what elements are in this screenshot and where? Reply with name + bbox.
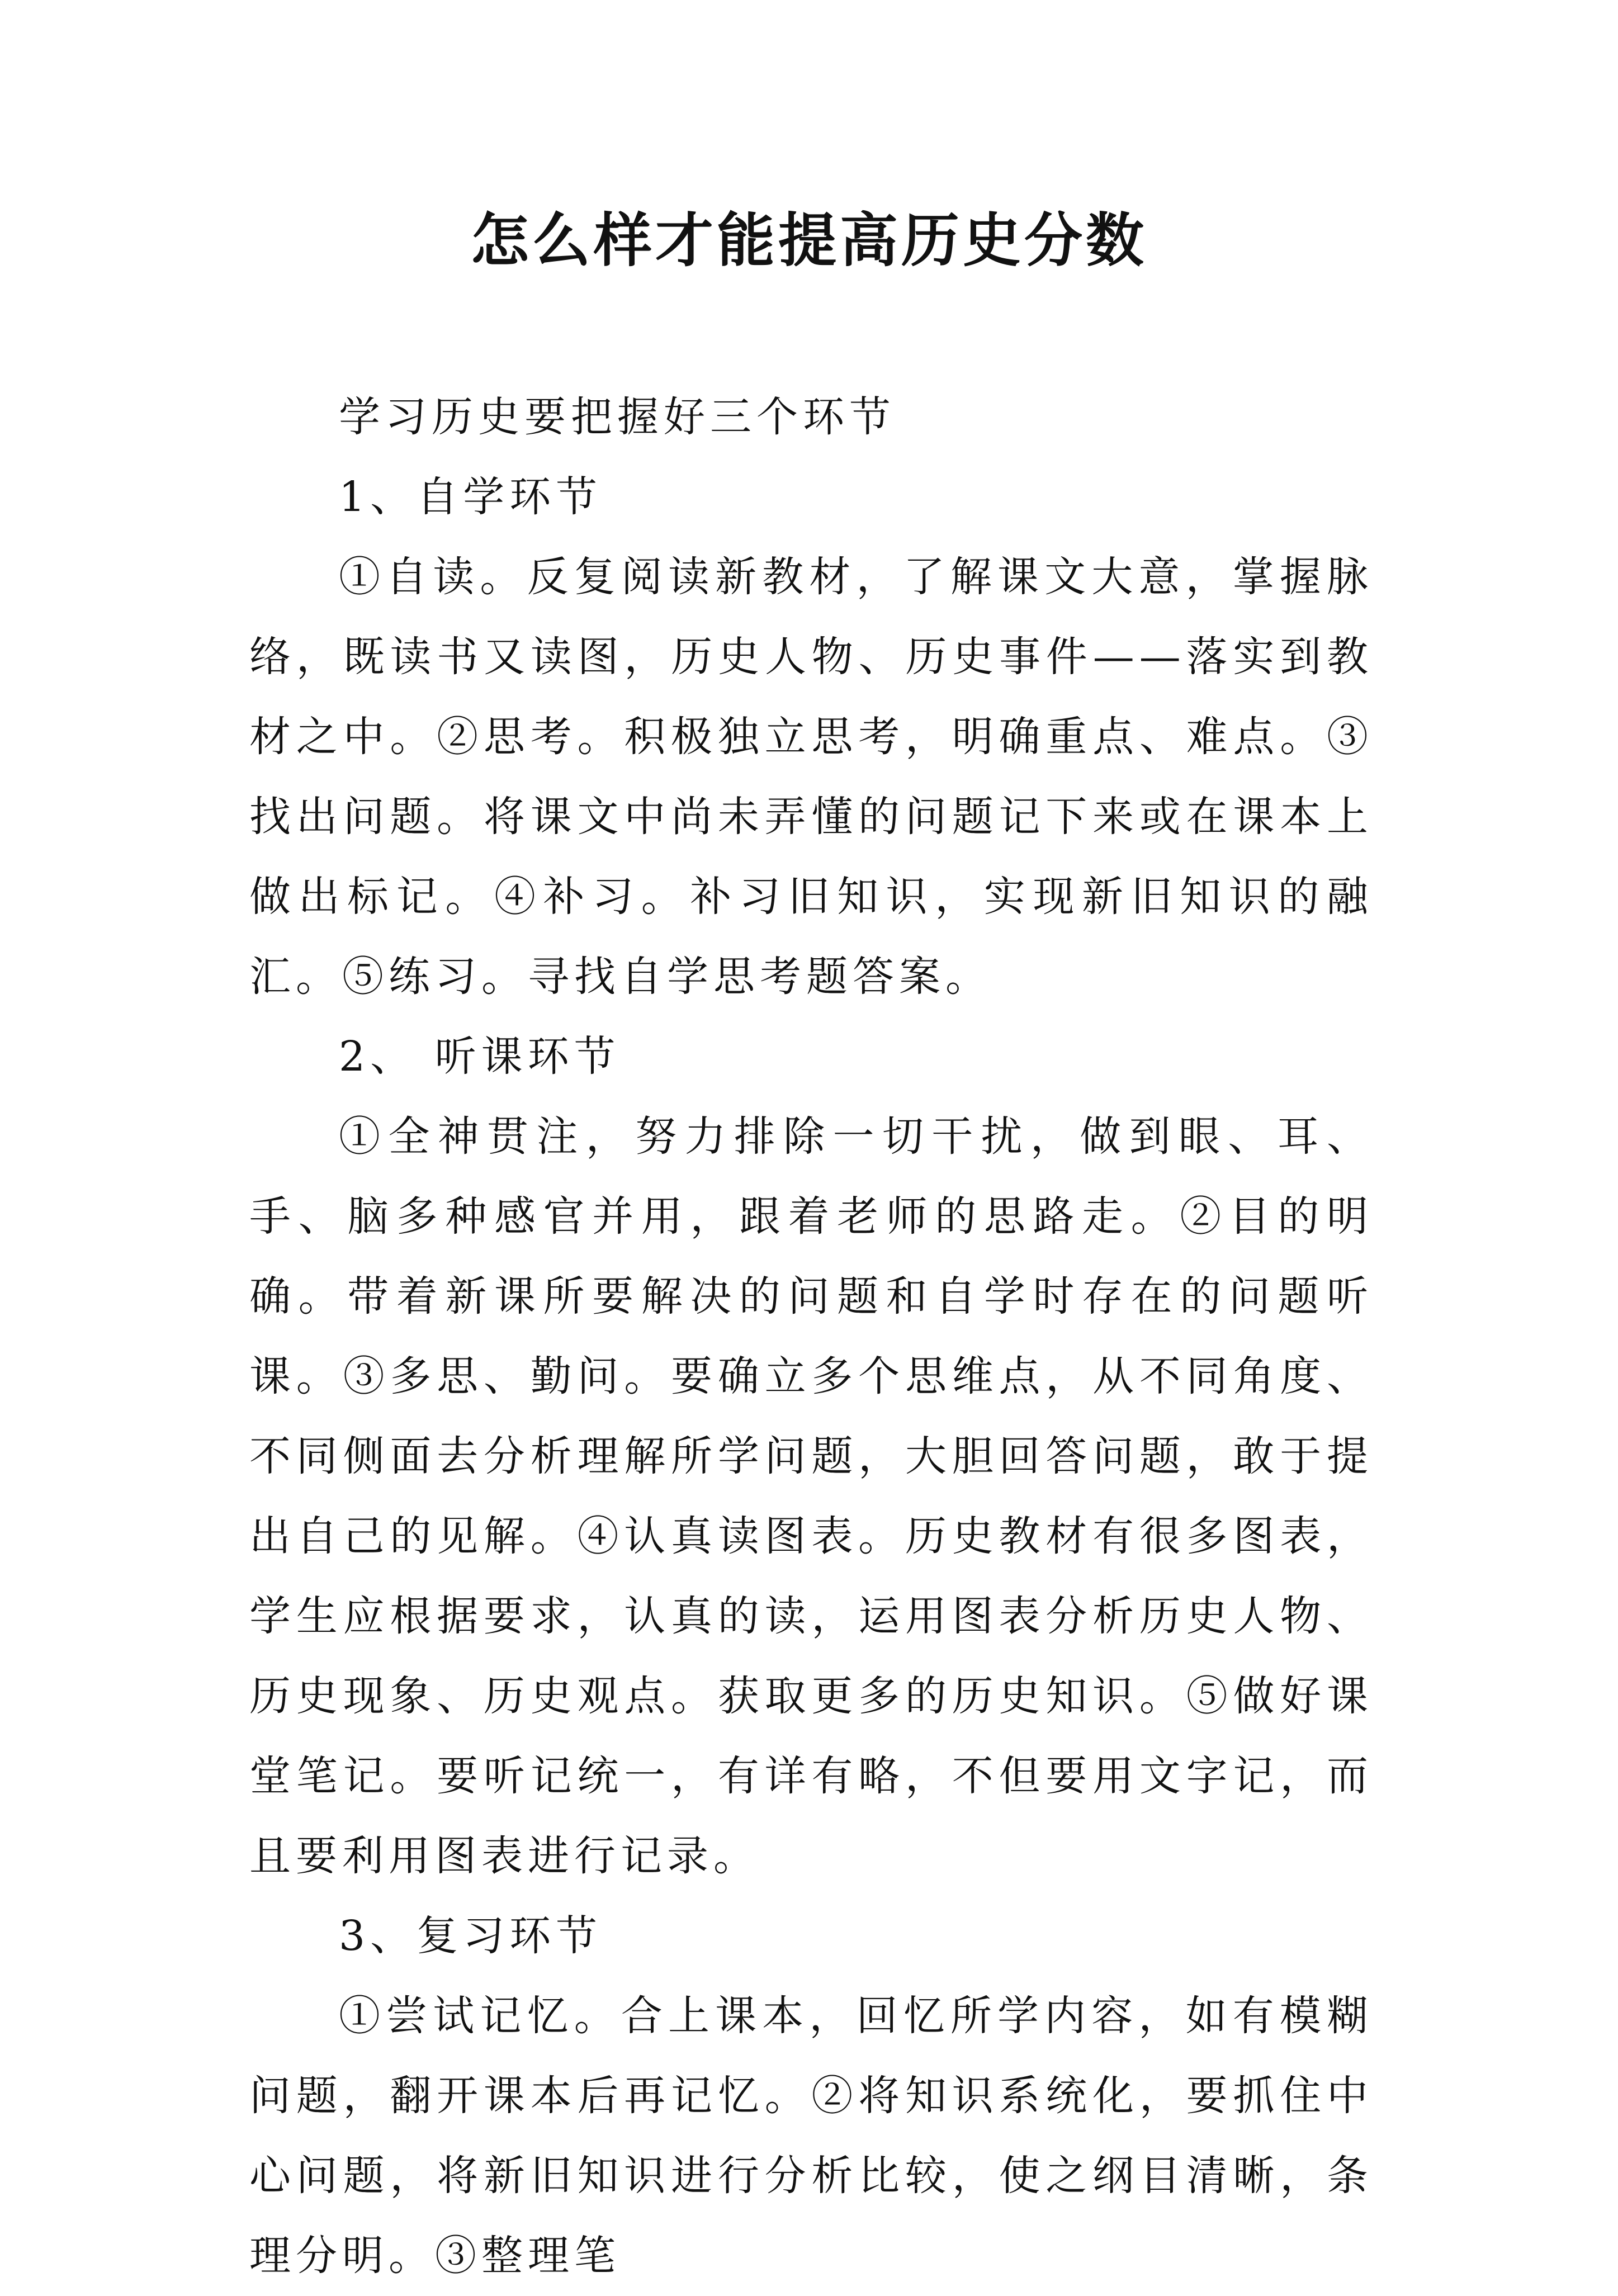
- section-heading-self-study: 1、自学环节: [339, 473, 603, 521]
- listening-paragraph: ①全神贯注，努力排除一切干扰，做到眼、耳、手、脑多种感官并用，跟着老师的思路走。②目的明确。带着新课所要解决的问题和自学时存在的问题听课。③多思、勤问。要确立多个思维点，从不同角度、不同侧面去分析理解所学问题，大胆回答问题，敢于提出自己的见解。④认真读图表。历史教材有很多图表，学生应根据要求，认真的读，运用图表分析历史人物、历史现象、历史观点。获取更多的历史知识。⑤做好课堂笔记。要听记统一，有详有略，不但要用文字记，而且要利用图表进行记录。: [249, 1113, 1373, 1880]
- document-body: [249, 377, 1373, 2296]
- section-heading-review: 3、复习环节: [339, 1912, 603, 1960]
- intro-paragraph: 学习历史要把握好三个环节: [339, 393, 896, 441]
- self-study-paragraph: ①自读。反复阅读新教材，了解课文大意，掌握脉络，既读书又读图，历史人物、历史事件——落实到教材之中。②思考。积极独立思考，明确重点、难点。③找出问题。将课文中尚未弄懂的问题记下来或在课本上做出标记。④补习。补习旧知识，实现新旧知识的融汇。⑤练习。寻找自学思考题答案。: [249, 553, 1373, 1001]
- review-paragraph: ①尝试记忆。合上课本，回忆所学内容，如有模糊问题，翻开课本后再记忆。②将知识系统化，要抓住中心问题，将新旧知识进行分析比较，使之纲目清晰，条理分明。③整理笔: [249, 1992, 1373, 2280]
- section-heading-listening: 2、 听课环节: [339, 1033, 621, 1081]
- document-title: 怎么样才能提高历史分数: [470, 206, 1147, 274]
